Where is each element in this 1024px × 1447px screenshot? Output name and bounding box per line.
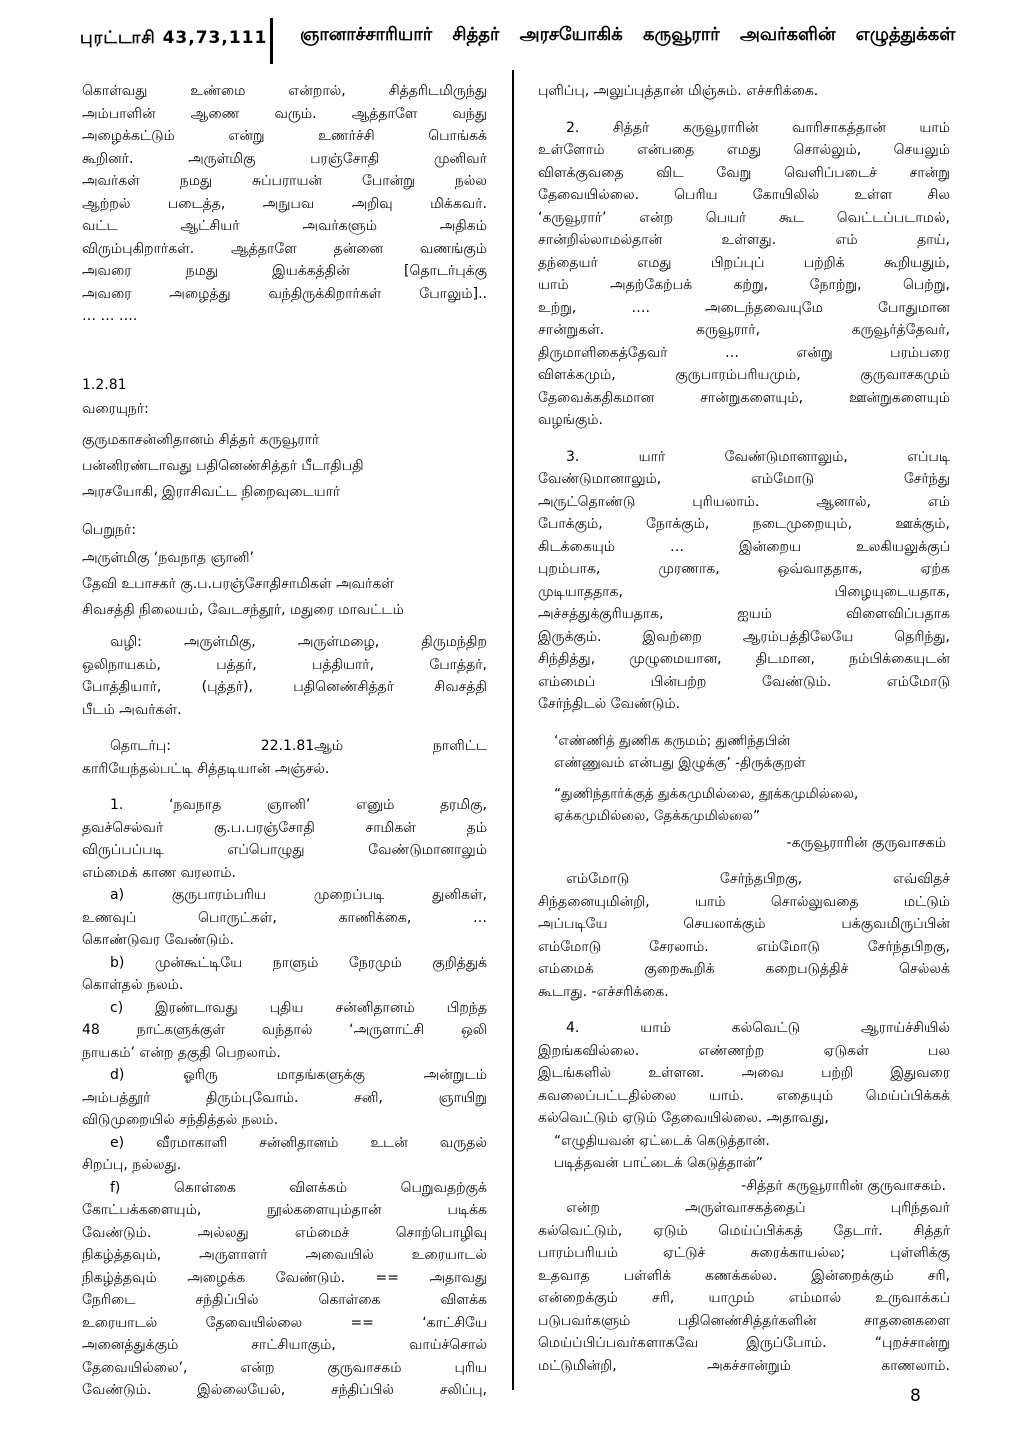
text-line: கொள்தல் நலம். [82,977,184,993]
text-line: 48 நாட்களுக்குள் வந்தால் ‘அருளாட்சி ஒலி [82,1022,487,1038]
text-line: போக்கும், நோக்கும், நடைமுறையும், ஊக்கும், [538,516,950,532]
text-line: அம்பத்தூர் திரும்புவோம். சனி, ஞாயிறு [82,1089,487,1106]
text-line: சிந்தனையுமின்றி, யாம் சொல்லுவதை மட்டும் [538,893,950,910]
paragraph-2 [538,117,950,432]
page-number: 8 [910,1386,921,1406]
text-line: கூறினர். அருள்மிகு பரஞ்சோதி முனிவர் [82,150,487,167]
text-line: 4. யாம் கல்வெட்டு ஆராய்ச்சியில் [566,1020,950,1036]
text-line: வேண்டும். இல்லையேல், சந்திப்பில் சலிப்பு, [82,1382,487,1398]
paragraph-3 [538,446,950,716]
text-line: மட்டுமின்றி, அகச்சான்றும் காணலாம். [538,1357,950,1374]
paragraph-after-quote [538,868,950,1003]
letter-date: 1.2.81 [82,376,127,393]
text-line: பீடம் அவர்கள். [82,701,182,718]
text-line: எம்மைக் காண வரலாம். [82,864,236,881]
header-date: புரட்டாசி 43,73,111 [80,28,268,48]
text-line: ஒலிநாயகம், பத்தர், பத்தியார், போத்தர், [82,656,487,673]
text-line: தேவையில்லை. பெரிய கோயிலில் உள்ள சில [538,187,950,203]
text-line: வழி: அருள்மிகு, அருள்மழை, திருமந்திற [110,634,487,650]
text-line: விளக்கமும், குருபாரம்பரியமும், குருவாசகமும் [538,367,950,383]
text-line: ஆற்றல் படைத்த, அநுபவ அறிவு மிக்கவர். [82,195,487,212]
ellipsis: … … …. [82,308,138,324]
text-line: நிகழ்த்தவும், அருளாளர் அவையில் உரையாடல் [82,1247,487,1263]
text-line: கல்வெட்டும் ஏடும் தேவையில்லை. அதாவது, [538,1110,829,1126]
text-line: அவர்கள் நமது சுப்பராயன் போன்று நல்ல [82,173,487,189]
text-line: உற்று, …. அடைந்தவையுமே போதுமான [538,299,950,316]
text-line: நிகழ்த்தவும் அழைக்க வேண்டும். == அதாவது [82,1269,487,1286]
text-line: விடுமுறையில் சந்தித்தல் நலம். [82,1112,279,1128]
text-line: “எழுதியவன் ஏட்டைக் கெடுத்தான். [554,1132,770,1149]
from-label: வரையுநர்: [82,401,149,417]
kural-quote [538,730,950,775]
text-line: 3. யார் வேண்டுமானாலும், எப்படி [566,448,950,465]
text-line: புளிப்பு, அலுப்புத்தான் மிஞ்சும். எச்சரிக்கை. [538,83,819,99]
text-line: c) இரண்டாவது புதிய சன்னிதானம் பிறந்த [110,999,487,1016]
text-line: நேரிடை சந்திப்பில் கொள்கை விளக்க [82,1292,487,1308]
text-line: சேர்ந்திடல் வேண்டும். [538,696,681,712]
text-line: எண்ணுவம் என்பது இழுக்கு’ -திருக்குறள் [554,755,806,771]
text-line: உதவாத பள்ளிக் கணக்கல்ல. இன்றைக்கும் சரி, [538,1267,950,1284]
text-line: இறங்கவில்லை. எண்ணற்ற ஏடுகள் பல [538,1042,950,1059]
text-line: அனைத்துக்கும் சாட்சியாகும், வாய்ச்சொல் [82,1337,487,1353]
text-line: இருக்கும். இவற்றை ஆரம்பத்திலேயே தெரிந்து, [538,628,950,645]
text-line: 1. ‘நவநாத ஞானி’ எனும் தரமிகு, [110,797,487,813]
paragraph-5 [538,1197,950,1377]
text-line: அருட்தொண்டு புரியலாம். ஆனால், எம் [538,493,950,510]
text-line: கல்வெட்டும், ஏடும் மெய்ப்பிக்கத் தேடார். சித்தர் [538,1222,950,1239]
text-line: தவச்செல்வர் கு.ப.பரஞ்சோதி சாமிகள் தம் [82,819,487,836]
text-line: ‘எண்ணித் துணிக கருமம்; துணிந்தபின் [554,732,791,749]
text-line: அச்சத்துக்குரியதாக, ஐயம் விளைவிப்பதாக [538,606,950,622]
quote-source: -கருவூராரின் குருவாசகம் [786,834,946,851]
text-line: தேவையில்லை’, என்ற குருவாசகம் புரிய [82,1359,487,1376]
text-line: உணவுப் பொருட்கள், காணிக்கை, … [82,909,487,926]
quote-source: -சித்தர் கருவூராரின் குருவாசகம். [741,1177,946,1194]
text-line: வழங்கும். [538,412,604,428]
text-line: அவரை அழைத்து வந்திருக்கிறார்கள் போலும்].. [82,285,487,302]
to-line: சிவசத்தி நிலையம், வேடசந்தூர், மதுரை மாவட்டம் [82,602,404,618]
left-column [82,80,487,1402]
text-line: தேவைக்கதிகமான சான்றுகளையும், ஊன்றுகளையும் [538,389,950,406]
text-line: எம்மோடு சேரலாம். எம்மோடு சேர்ந்தபிறகு, [538,938,950,955]
header-separator [270,18,273,64]
text-line: நாயகம்’ என்ற தகுதி பெறலாம். [82,1044,281,1061]
text-line: கூடாது. -எச்சரிக்கை. [538,983,669,1000]
text-line: வட்ட ஆட்சியர் அவர்களும் அதிகம் [82,218,487,234]
text-line: அவரை நமது இயக்கத்தின் [தொடர்புக்கு [82,263,487,279]
text-line: யாம் அதற்கேற்பக் கற்று, நோற்று, பெற்று, [538,277,950,293]
text-line: f) கொள்கை விளக்கம் பெறுவதற்குக் [110,1179,487,1196]
page-header [72,18,972,54]
text-line: e) வீரமாகாளி சன்னிதானம் உடன் வருதல் [110,1134,487,1151]
text-line: உள்ளோம் என்பதை எமது சொல்லும், செயலும் [538,142,950,158]
text-line: சான்றுகள். கருவூரார், கருவூர்த்தேவர், [538,322,950,338]
text-line: கொண்டுவர வேண்டும். [82,932,234,948]
text-line: என்றைக்கும் சரி, யாமும் எம்மால் உருவாக்கப் [538,1290,950,1306]
text-line: சான்றில்லாமல்தான் உள்ளது. எம் தாய், [538,232,950,248]
text-line: என்ற அருள்வாசகத்தைப் புரிந்தவர் [566,1200,950,1216]
points-list [82,794,487,1402]
text-line: b) முன்கூட்டியே நாளும் நேரமும் குறித்துக் [110,954,487,971]
text-line: கவலைப்பட்டதில்லை யாம். எதையும் மெய்ப்பிக்கக் [538,1087,950,1104]
column-divider [512,70,514,1390]
to-line: தேவி உபாசகர் கு.ப.பரஞ்சோதிசாமிகள் அவர்கள் [82,576,394,592]
text-line: விளக்குவதை விட வேறு வெளிப்படைச் சான்று [538,164,950,181]
text-line: d) ஓரிரு மாதங்களுக்கு அன்றுடம் [110,1067,487,1083]
text-line: போத்தியார், (புத்தர்), பதினெண்சித்தர் சிவசத்தி [82,679,487,695]
text-line: படித்தவன் பாட்டைக் கெடுத்தான்” [554,1155,763,1171]
from-line: அரசயோகி, இராசிவட்ட நிறைவுடையார் [82,483,341,500]
text-line: வேண்டுமானாலும், எம்மோடு சேர்ந்து [538,471,950,487]
text-line: விரும்புகிறார்கள். ஆத்தாளே தன்னை வணங்கும் [82,240,487,257]
text-line: எம்மைப் பின்பற்ற வேண்டும். எம்மோடு [538,673,950,690]
reference-paragraph [82,735,487,780]
text-line: எம்மைக் குறைகூறிக் கறைபடுத்திச் செல்லக் [538,961,950,977]
via-paragraph [82,631,487,721]
text-line: ஏக்கமுமில்லை, தேக்கமுமில்லை” [554,808,760,824]
text-line: மெய்ப்பிப்பவர்களாகவே இருப்போம். “புறச்சான்று [538,1335,950,1351]
text-line: சிறப்பு, நல்லது. [82,1157,182,1173]
text-line: அம்பாளின் ஆணை வரும். ஆத்தாளே வந்து [82,105,487,122]
text-line: முடியாததாக, பிழையுடையதாக, [538,583,950,600]
text-line: வேண்டும். அல்லது எம்மைச் சொற்பொழிவு [82,1224,487,1241]
right-column [538,80,950,1377]
text-line: புறம்பாக, முரணாக, ஒவ்வாததாக, ஏற்க [538,561,950,577]
text-line: ‘கருவூரார்’ என்ற பெயர் கூட வெட்டப்படாமல், [538,209,950,226]
text-line: திருமாளிகைத்தேவர் … என்று பரம்பரை [538,344,950,361]
text-line: a) குருபாரம்பரிய முறைப்படி துனிகள், [110,887,487,903]
intro-paragraph [82,80,487,328]
text-line: தந்தையர் எமது பிறப்புப் பற்றிக் கூறியதும், [538,254,950,271]
text-line: அழைக்கட்டும் என்று உணர்ச்சி பொங்கக் [82,128,487,144]
from-line: குருமகாசன்னிதானம் சித்தர் கருவூரார் [82,431,320,448]
to-line: அருள்மிகு ‘நவநாத ஞானி’ [82,550,255,566]
text-line: இடங்களில் உள்ளன. அவை பற்றி இதுவரை [538,1065,950,1081]
text-line: கோட்பக்களையும், நூல்களையும்தான் படிக்க [82,1202,487,1218]
text-line: அப்படியே செயலாக்கும் பக்குவமிருப்பின் [538,916,950,932]
text-line: பாரம்பரியம் ஏட்டுச் சுரைக்காயல்ல; புள்ளிக்கு [538,1245,950,1261]
guru-quote [538,783,950,828]
text-line: காரியேந்தல்பட்டி சித்தடியான் அஞ்சல். [82,760,330,777]
text-line: உரையாடல் தேவையில்லை == ‘காட்சியே [82,1314,487,1331]
text-line: கிடக்கையும் … இன்றைய உலகியலுக்குப் [538,538,950,555]
text-line: 2. சித்தர் கருவூராரின் வாரிசாகத்தான் யாம் [566,119,950,136]
text-line: கொள்வது உண்மை என்றால், சித்தரிடமிருந்து [82,83,487,99]
ettu-quote [538,1130,950,1175]
text-line: தொடர்பு: 22.1.81ஆம் நாளிட்ட [110,738,487,754]
text-line: விருப்பப்படி எப்பொழுது வேண்டுமானாலும் [82,842,487,858]
text-line: எம்மோடு சேர்ந்தபிறகு, எவ்விதச் [566,871,950,887]
text-line: சிந்தித்து, முழுமையான, திடமான, நம்பிக்கையுடன் [538,651,950,667]
text-line: படுபவர்களும் பதினெண்சித்தர்களின் சாதனைகளை [538,1312,950,1329]
text-line: “துணிந்தார்க்குத் துக்கமுமில்லை, தூக்கமுமில்லை, [554,785,859,802]
header-title: ஞானாச்சாரியார் சித்தர் அரசயோகிக் கருவூரார் அவர்களின் எழுத்துக்கள் [300,24,956,45]
to-label: பெறுநர்: [82,521,137,538]
paragraph-4 [538,1017,950,1130]
from-line: பன்னிரண்டாவது பதினெண்சித்தர் பீடாதிபதி [82,457,364,474]
